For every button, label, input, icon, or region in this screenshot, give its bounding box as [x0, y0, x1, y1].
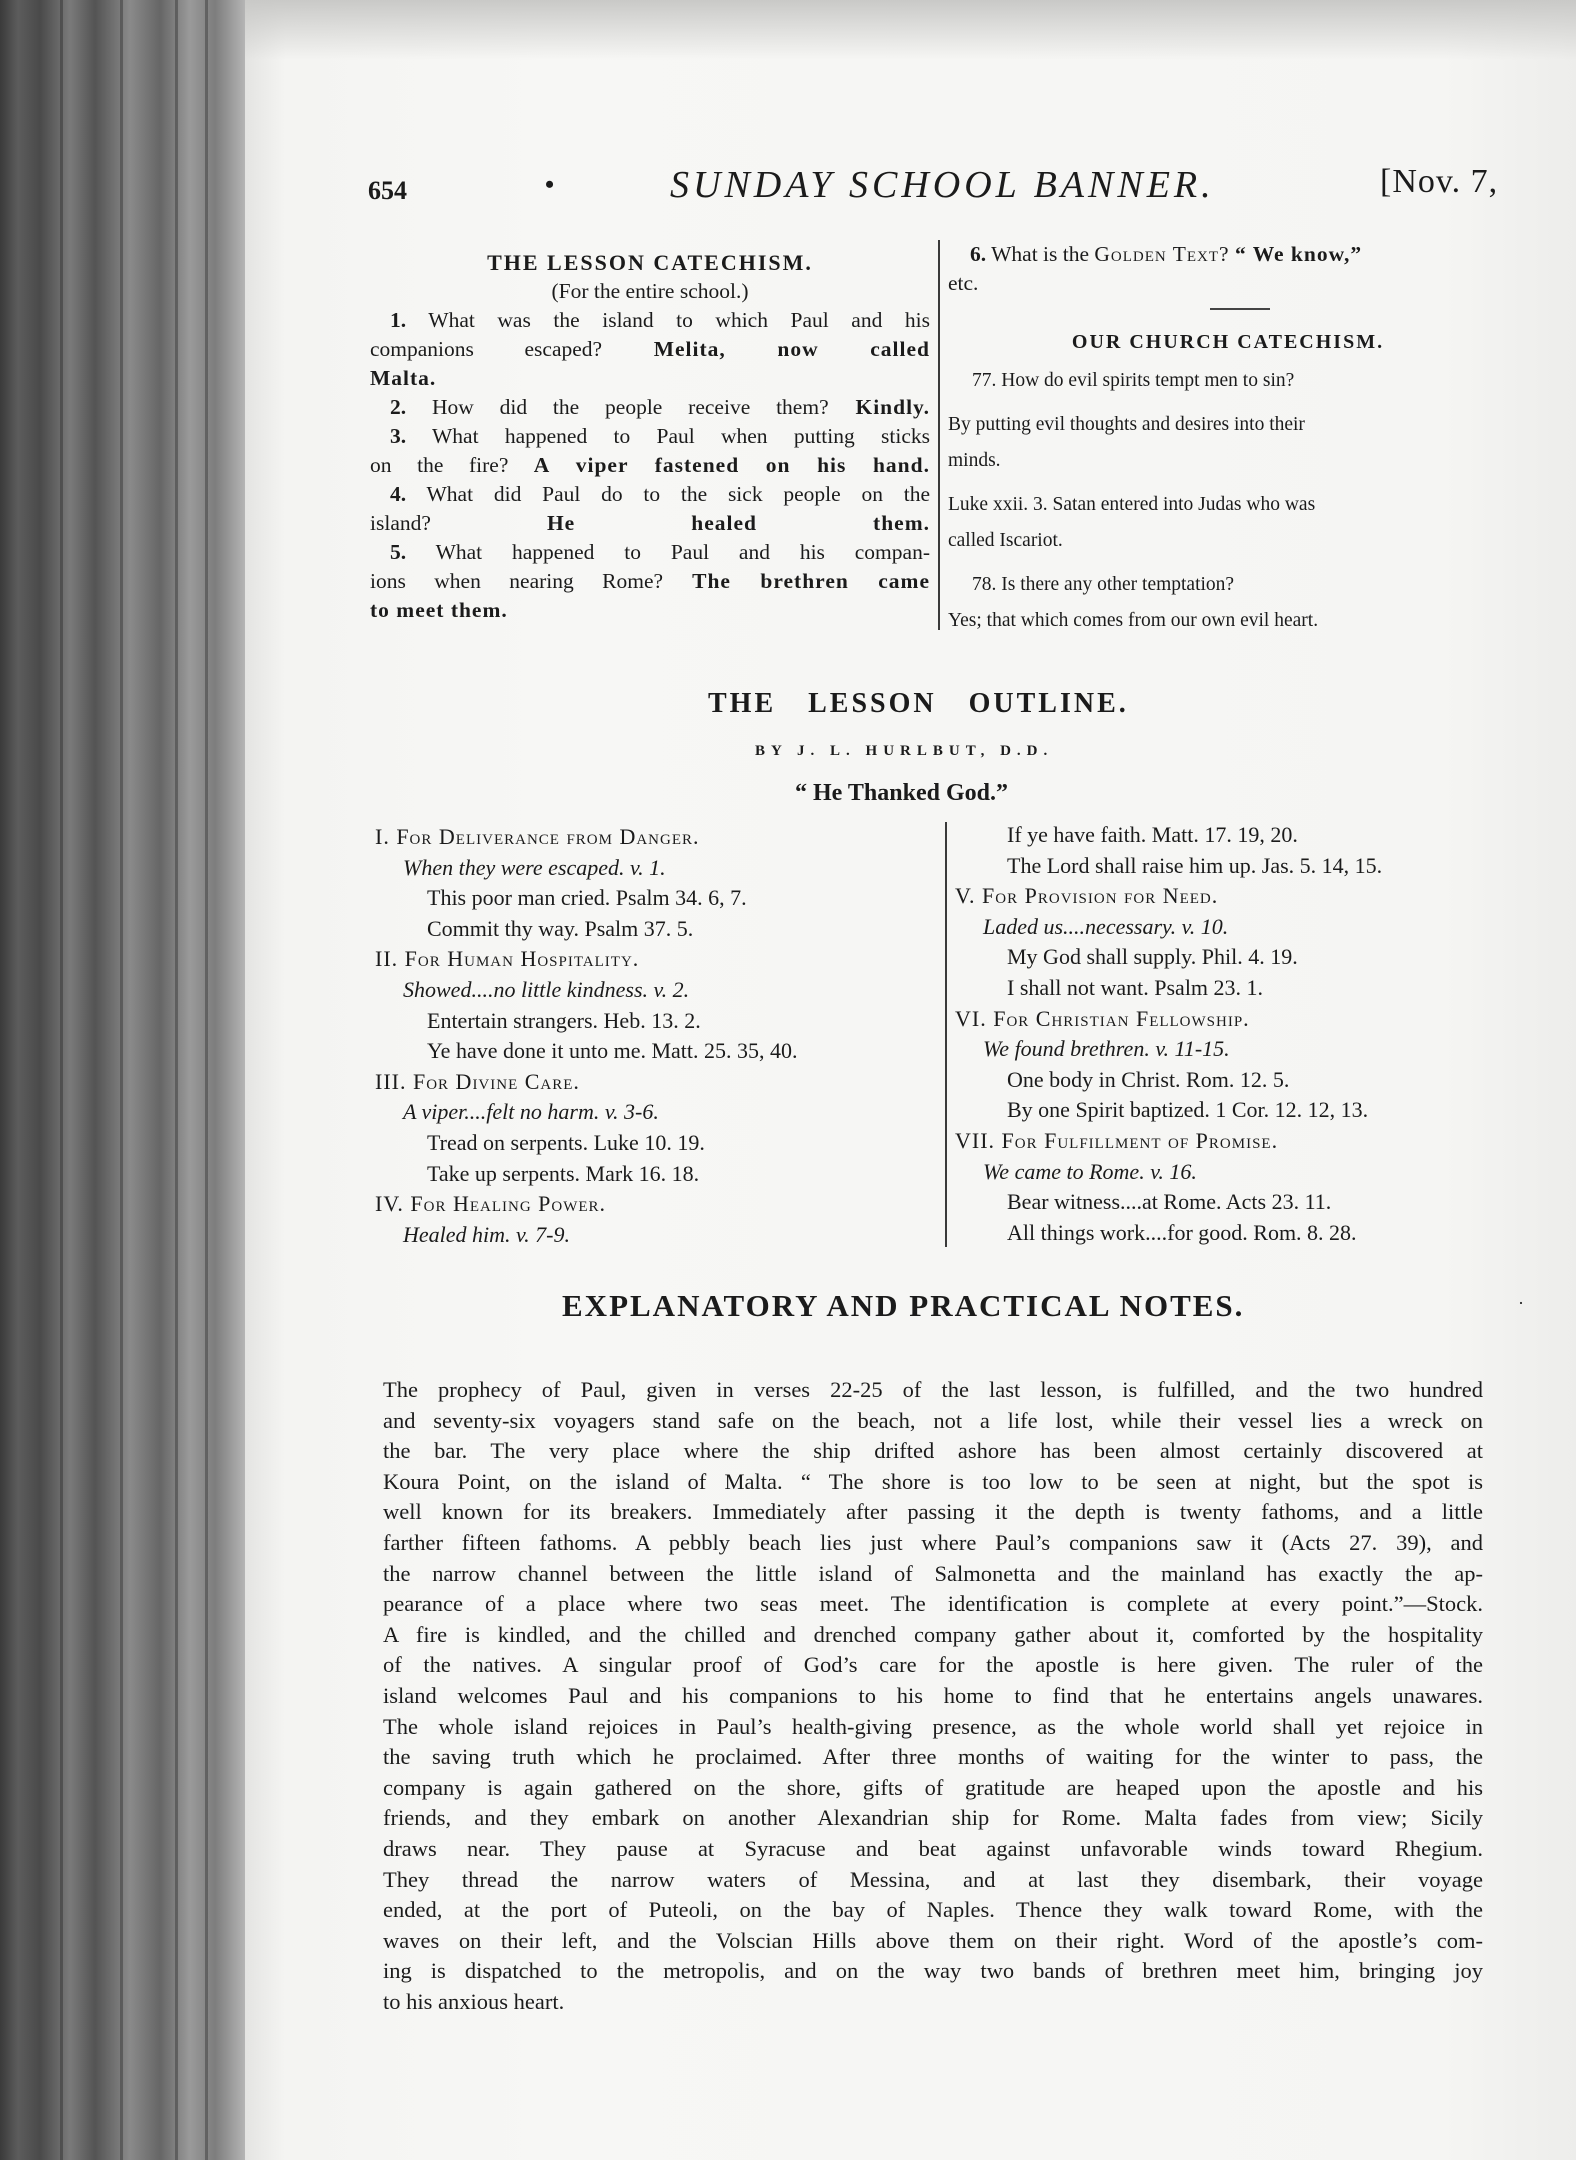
- catechism-line: ions when nearing Rome? The brethren came: [370, 569, 930, 593]
- notes-line: company is again gathered on the shore, gifts of gratitude are heaped upon the apostle and his: [383, 1774, 1483, 1800]
- church-catechism-line: minds.: [948, 450, 1001, 471]
- outline-verse: We came to Rome. v. 16.: [983, 1158, 1197, 1184]
- catechism-line: 1. What was the island to which Paul and his: [390, 308, 930, 332]
- outline-reference: Ye have done it unto me. Matt. 25. 35, 40.: [427, 1038, 798, 1064]
- notes-line: the narrow channel between the little island of Salmonetta and the mainland has exactly the ap-: [383, 1560, 1483, 1586]
- church-catechism-line: 78. Is there any other temptation?: [972, 574, 1235, 595]
- book-spine: [0, 0, 245, 2160]
- church-catechism-line: 77. How do evil spirits tempt men to sin?: [972, 370, 1295, 391]
- outline-heading: IV. For Healing Power.: [375, 1191, 607, 1217]
- catechism-line: on the fire? A viper fastened on his hand.: [370, 453, 930, 477]
- header-dot: •: [545, 170, 555, 199]
- notes-line: The prophecy of Paul, given in verses 22-25 of the last lesson, is fulfilled, and the two hundred: [383, 1377, 1483, 1402]
- notes-line: the bar. The very place where the ship drifted ashore has been almost certainly discovered at: [383, 1438, 1483, 1464]
- outline-reference: One body in Christ. Rom. 12. 5.: [1007, 1066, 1290, 1092]
- church-catechism-line: By putting evil thoughts and desires into their: [948, 414, 1305, 435]
- lesson-catechism-title: THE LESSON CATECHISM.: [487, 250, 813, 275]
- notes-line: draws near. They pause at Syracuse and beat against unfavorable winds toward Rhegium.: [383, 1835, 1483, 1861]
- outline-left-column: [375, 822, 935, 1250]
- outline-reference: The Lord shall raise him up. Jas. 5. 14, 15.: [1007, 852, 1383, 878]
- church-catechism-title: OUR CHURCH CATECHISM.: [1071, 331, 1385, 353]
- church-catechism-line: Yes; that which comes from our own evil heart.: [948, 610, 1319, 631]
- notes-line: and seventy-six voyagers stand safe on the beach, not a life lost, while their vessel lies a wreck on: [383, 1407, 1483, 1433]
- outline-reference: My God shall supply. Phil. 4. 19.: [1007, 944, 1298, 970]
- catechism-line: to meet them.: [370, 598, 508, 622]
- outline-reference: Take up serpents. Mark 16. 18.: [427, 1160, 700, 1186]
- running-title: SUNDAY SCHOOL BANNER.: [670, 164, 1215, 206]
- notes-line: waves on their left, and the Volscian Hills above them on their right. Word of the apostle’s com-: [383, 1927, 1483, 1953]
- notes-line: farther fifteen fathoms. A pebbly beach lies just where Paul’s companions saw it (Acts 27. 39), and: [383, 1529, 1483, 1555]
- outline-reference: All things work....for good. Rom. 8. 28.: [1007, 1219, 1357, 1245]
- church-catechism-body: [948, 363, 1508, 639]
- outline-verse: Laded us....necessary. v. 10.: [983, 913, 1229, 939]
- outline-verse: A viper....felt no harm. v. 3-6.: [403, 1099, 659, 1125]
- outline-heading: I. For Deliverance from Danger.: [375, 824, 700, 849]
- outline-verse: When they were escaped. v. 1.: [403, 854, 666, 880]
- outline-reference: I shall not want. Psalm 23. 1.: [1007, 974, 1264, 1000]
- catechism-line: island? He healed them.: [370, 511, 930, 535]
- outline-heading: VI. For Christian Fellowship.: [955, 1005, 1250, 1031]
- lesson-catechism-subtitle: (For the entire school.): [551, 279, 749, 303]
- outline-verse: Healed him. v. 7-9.: [403, 1221, 570, 1247]
- notes-line: well known for its breakers. Immediately after passing it the depth is twenty fathoms, and a little: [383, 1499, 1483, 1525]
- church-catechism-line: called Iscariot.: [948, 530, 1063, 551]
- outline-column-divider: [945, 822, 947, 1247]
- catechism-line: 3. What happened to Paul when putting sticks: [390, 424, 930, 448]
- lesson-catechism-questions: [370, 306, 930, 625]
- notes-line: They thread the narrow waters of Messina, and at last they disembark, their voyage: [383, 1866, 1483, 1892]
- notes-line: ended, at the port of Puteoli, on the bay of Naples. Thence they walk toward Rome, with the: [383, 1897, 1483, 1923]
- notes-body: [383, 1375, 1483, 2017]
- notes-line: ing is dispatched to the metropolis, and on the way two bands of brethren meet him, bringing joy: [383, 1958, 1483, 1984]
- notes-line: the saving truth which he proclaimed. After three months of waiting for the winter to pass, the: [383, 1744, 1483, 1770]
- page-number: 654: [368, 176, 407, 205]
- church-catechism-line: Luke xxii. 3. Satan entered into Judas who was: [948, 494, 1316, 515]
- right-catechism-column: [948, 240, 1508, 639]
- outline-reference: Bear witness....at Rome. Acts 23. 11.: [1007, 1189, 1332, 1215]
- notes-line: island welcomes Paul and his companions to his home to find that he entertains angels unawares.: [383, 1682, 1483, 1708]
- header-date: [Nov. 7,: [1380, 163, 1499, 200]
- notes-title: EXPLANATORY AND PRACTICAL NOTES.: [562, 1288, 1245, 1323]
- outline-reference: Entertain strangers. Heb. 13. 2.: [427, 1007, 701, 1033]
- outline-reference: By one Spirit baptized. 1 Cor. 12. 12, 13.: [1007, 1097, 1369, 1123]
- outline-heading: III. For Divine Care.: [375, 1068, 580, 1094]
- catechism-line: 2. How did the people receive them? Kindly.: [390, 395, 930, 419]
- column-divider: [938, 240, 940, 630]
- question-6-etc: etc.: [948, 271, 979, 295]
- notes-line: of the natives. A singular proof of God’s care for the apostle is here given. The ruler of the: [383, 1652, 1483, 1678]
- outline-verse: We found brethren. v. 11-15.: [983, 1036, 1230, 1062]
- catechism-line: Malta.: [370, 366, 437, 390]
- outline-right-column: [955, 820, 1515, 1248]
- catechism-line: 5. What happened to Paul and his compan-: [390, 540, 930, 564]
- notes-line: friends, and they embark on another Alexandrian ship for Rome. Malta fades from view; Sicily: [383, 1805, 1483, 1831]
- notes-line: A fire is kindled, and the chilled and drenched company gather about it, comforted by the hospitality: [383, 1621, 1483, 1647]
- outline-reference: Tread on serpents. Luke 10. 19.: [427, 1129, 705, 1155]
- notes-line: pearance of a place where two seas meet. The identification is complete at every point.”—Stock.: [383, 1591, 1483, 1617]
- outline-heading: II. For Human Hospitality.: [375, 946, 640, 972]
- outline-reference: Commit thy way. Psalm 37. 5.: [427, 915, 694, 941]
- notes-line: The whole island rejoices in Paul’s health-giving presence, as the whole world shall yet rejoice in: [383, 1713, 1483, 1739]
- outline-heading: VII. For Fulfillment of Promise.: [955, 1127, 1279, 1153]
- catechism-line: 4. What did Paul do to the sick people on the: [390, 482, 930, 506]
- outline-byline: BY J. L. HURLBUT, D.D.: [755, 743, 1054, 759]
- outline-theme: “ He Thanked God.”: [795, 780, 1008, 806]
- outline-heading: V. For Provision for Need.: [955, 883, 1219, 909]
- notes-line: Koura Point, on the island of Malta. “ The shore is too low to be seen at night, but the spot is: [383, 1468, 1483, 1494]
- outline-title: THE LESSON OUTLINE.: [708, 688, 1129, 719]
- outline-verse: Showed....no little kindness. v. 2.: [403, 976, 690, 1002]
- divider-rule: [1210, 308, 1270, 310]
- question-6: 6. What is the Golden Text? “ We know,”: [970, 242, 1363, 266]
- catechism-line: companions escaped? Melita, now called: [370, 337, 931, 361]
- outline-reference: If ye have faith. Matt. 17. 19, 20.: [1007, 822, 1298, 847]
- outline-reference: This poor man cried. Psalm 34. 6, 7.: [427, 885, 747, 911]
- lesson-catechism: [370, 248, 930, 625]
- notes-line: to his anxious heart.: [383, 1988, 565, 2014]
